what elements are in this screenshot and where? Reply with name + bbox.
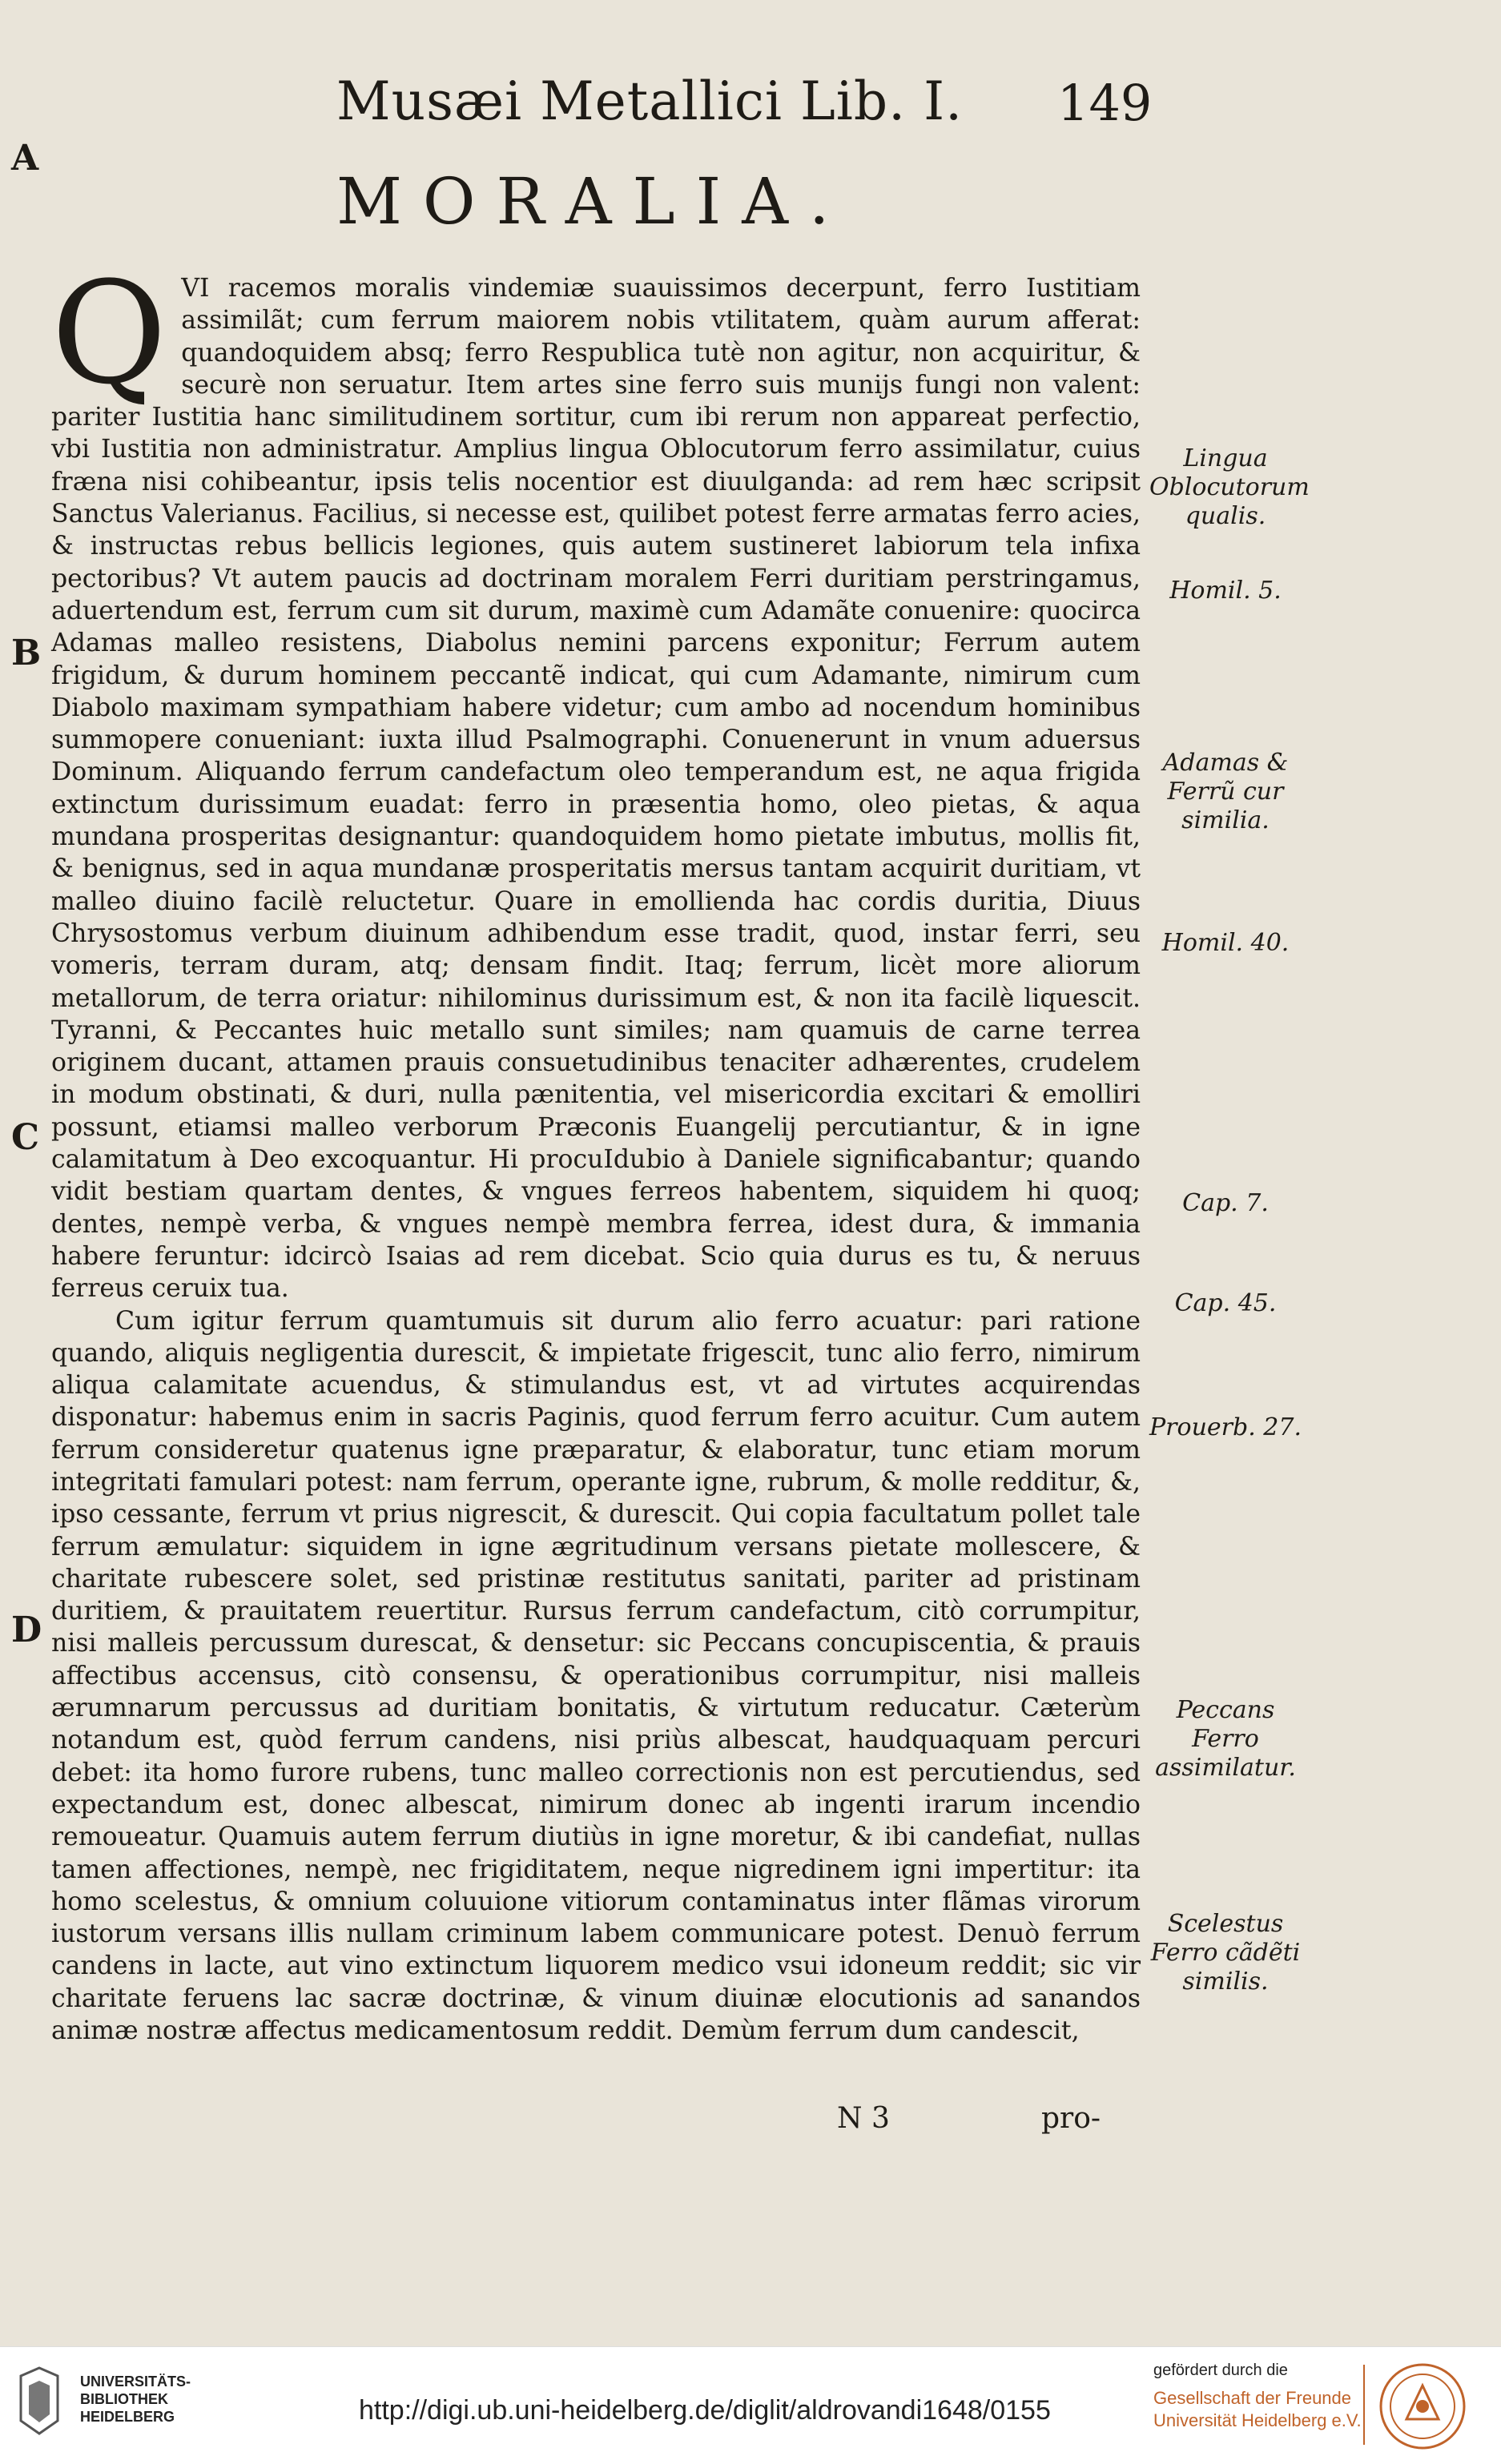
section-letter-d: D — [11, 1610, 42, 1650]
university-seal-icon — [1378, 2362, 1467, 2451]
section-letter-b: B — [11, 633, 42, 673]
paragraph-1-text: VI racemos moralis vindemiæ suauissimos decerpunt, ferro Iustitiam assimilãt; cum ferrum maiorem nobis vtilitatem, quàm aurum afferat: quandoquidem absq; ferro Respublica tutè non agitur, non acquiritur, & securè non seruatur. Item artes sine ferro suis munijs fungi non valent: pariter Iustitia hanc similitudinem sortitur, cum ibi rerum non appareat perfectio, vbi Iustitia non administratur. Amplius lingua Oblocutorum ferro assimilatur, cuius fræna nisi cohibeantur, ipsis telis nocentior est diuulganda: ad rem hæc scripsit Sanctus Valerianus. Facilius, si necesse est, quilibet potest ferre armatas ferro acies, & instructas rebus bellicis legiones, quis autem sustineret labiorum tela infixa pectoribus? Vt autem paucis ad doctrinam moralem Ferri duritiam perstringamus, aduertendum est, ferrum cum sit durum, maximè cum Adamãte conuenire: quocirca Adamas malleo resistens, Diabolus nemini parcens exponitur; Ferrum autem frigidum, & durum hominem peccantẽ indicat, qui cum Adamante, nimirum cum Diabolo maximam sympathiam habere videtur; cum ambo ad nocendum hominibus summopere conueniant: iuxta illud Psalmographi. Conuenerunt in vnum aduersus Dominum. Aliquando ferrum candefactum oleo temperandum est, ne aqua frigida extinctum durissimum euadat: ferro in præsentia homo, oleo pietas, & aqua mundana prosperitas designantur: quandoquidem homo pietate imbutus, mollis fit, & benignus, sed in aqua mundanæ prosperitatis mersus tantam acquirit duritiam, vt malleo diuino facilè reluctetur. Quare in emollienda hac cordis duritia, Diuus Chrysostomus verbum diuinum adhibendum esse tradit, quod, instar ferri, seu vomeris, terram duram, atq; densam findit. Itaq; ferrum, licèt more aliorum metallorum, de terra oriatur: nihilominus durissimum est, & non ita facilè liquescit. Tyranni, & Peccantes huic metallo sunt similes; nam quamuis de carne terrea originem ducant, attamen prauis consuetudinibus tenaciter adhærentes, crudelem in modum obstinati, & duri, nulla pænitentia, vel misericordia excitari & emolliri possunt, etiamsi malleo verborum Præconis Euangelij percutiantur, & in igne calamitatum à Deo excoquantur. Hi procuIdubio à Daniele significabantur; quando vidit bestiam quartam dentes, & vngues ferreos habentem, siquidem hi quoq; dentes, nempè verba, & vngues nempè membra ferrea, idest dura, & immania habere feruntur: idcircò Isaias ad rem dicebat. Scio quia durus es tu, & neruus ferreus ceruix tua. — [51, 274, 1141, 1304]
paragraph-2: Cum igitur ferrum quamtumuis sit durum alio ferro acuatur: pari ratione quando, aliquis negligentia durescit, & impietate frigescit, tunc alio ferro, nimirum aliqua calamitate acuendus, & stimulandus est, vt ad virtutes acquirendas disponatur: habemus enim in sacris Paginis, quod ferrum ferro acuitur. Cum autem ferrum consideretur quatenus igne præparatur, & elaboratur, tunc etiam morum integritati famulari potest: nam ferrum, operante igne, rubrum, & molle redditur, &, ipso cessante, ferrum vt prius nigrescit, & durescit. Qui copia facultatum pollet tale ferrum æmulatur: siquidem in igne ægritudinum versans pietate mollescere, & charitate rubescere solet, sed pristinæ restitutus sanitati, pariter ad pristinam duritiem, & prauitatem reuertitur. Rursus ferrum candefactum, citò corrumpitur, nisi malleis percussum durescat, & densetur: sic Peccans concupiscentia, & prauis affectibus accensus, citò consensu, & operationibus corrumpitur, nisi malleis ærumnarum percussus ad duritiam bonitatis, & virtutum reducatur. Cæterùm notandum est, quòd ferrum candens, nisi priùs albescat, haudquaquam percuri debet: ita homo furore rubens, tunc malleo correctionis non est percutiendus, sed expectandum est, donec albescat, nimirum donec ab ingenti irarum incendio remoueatur. Quamuis autem ferrum diutiùs in igne moretur, & ibi candefiat, nullas tamen affectiones, nempè, nec frigiditatem, neque nigredinem igni impertitur: ita homo scelestus, & omnium coluuione vitiorum contaminatus inter flãmas virorum iustorum versans illis nullam criminum labem communicare potest. Denuò ferrum candens in lacte, aut vino extinctum liquorem medico vsui idoneum reddit; sic vir charitate feruens lac sacræ doctrinæ, & vinum diuinæ elocutionis ad sanandos animæ nostræ affectus medicamentosum reddit. Demùm ferrum dum candescit, — [51, 1306, 1141, 2046]
margin-note-cap-45: Cap. 45. — [1174, 1289, 1277, 1317]
page-footer-line — [0, 2102, 1501, 2142]
main-text — [51, 251, 1141, 2047]
paragraph-1 — [51, 251, 1141, 1305]
margin-note-scelestus: Scelestus Ferro cãdẽti similis. — [1150, 1910, 1301, 1996]
signature-mark: N 3 — [837, 2102, 890, 2135]
footer-divider — [1363, 2365, 1365, 2445]
sponsor-label: gefördert durch die — [1153, 2362, 1288, 2379]
library-name: UNIVERSITÄTS- BIBLIOTHEK HEIDELBERG — [80, 2374, 191, 2425]
drop-cap: Q — [51, 251, 167, 416]
catchword: pro- — [1041, 2102, 1101, 2135]
running-head: Musæi Metallici Lib. I. — [336, 70, 964, 132]
sponsor-name: Gesellschaft der Freunde Universität Heidelberg e.V. — [1153, 2388, 1362, 2430]
page-header — [0, 70, 1501, 143]
section-letter-a: A — [11, 138, 39, 179]
margin-note-lingua: Lingua Oblocutorum qualis. — [1149, 444, 1310, 530]
margin-note-peccans: Peccans Ferro assimilatur. — [1155, 1696, 1296, 1782]
margin-note-cap-7: Cap. 7. — [1182, 1189, 1269, 1217]
viewer-footer — [0, 2346, 1501, 2464]
university-library-logo-icon — [16, 2365, 62, 2437]
permalink-url[interactable]: http://digi.ub.uni-heidelberg.de/diglit/aldrovandi1648/0155 — [359, 2395, 1051, 2426]
folio-number: 149 — [1057, 74, 1153, 132]
margin-note-adamas: Adamas & Ferrũ cur similia. — [1162, 749, 1289, 834]
section-title: MORALIA. — [336, 164, 851, 239]
margin-note-homil-5: Homil. 5. — [1169, 577, 1282, 605]
section-letter-c: C — [11, 1117, 40, 1158]
margin-note-homil-40: Homil. 40. — [1161, 929, 1290, 957]
margin-note-prouerb: Prouerb. 27. — [1149, 1413, 1302, 1441]
